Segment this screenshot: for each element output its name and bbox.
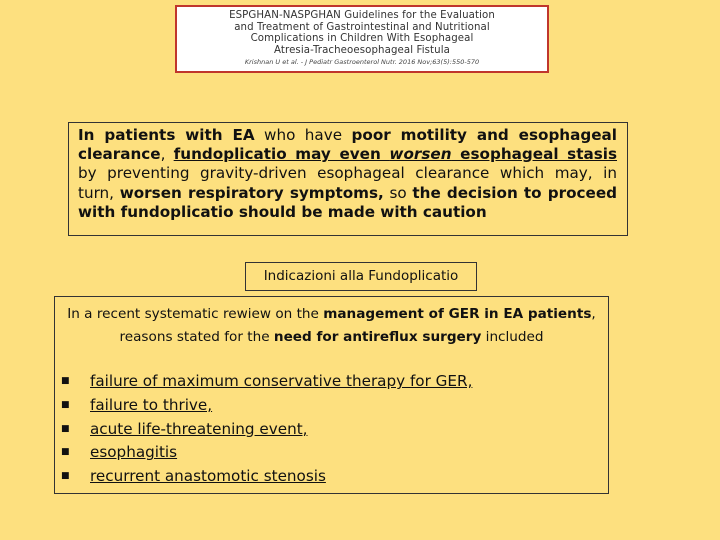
square-bullet-icon: ■ <box>61 471 70 482</box>
guideline-header-card <box>175 5 549 73</box>
review-part: , reasons stated for the <box>119 306 596 345</box>
quote-part: fundoplicatio may even <box>173 145 390 164</box>
guideline-title-line-1: ESPGHAN-NASPGHAN Guidelines for the Evaluation <box>229 10 495 21</box>
reason-label: acute life-threatening event, <box>90 419 308 438</box>
quote-part: , <box>160 145 174 164</box>
review-intro <box>61 303 602 349</box>
guideline-citation: Krishnan U et al. - J Pediatr Gastroenterol Nutr. 2016 Nov;63(5):550-570 <box>244 58 480 66</box>
quote-part: esophageal stasis <box>451 145 618 164</box>
quote-part: by preventing gravity-driven esophageal clearance which may, in turn, <box>78 164 617 202</box>
review-box <box>54 296 609 494</box>
guideline-quote-box <box>68 122 628 236</box>
quote-emphasis: worsen <box>389 145 452 164</box>
list-item <box>59 394 472 418</box>
reason-label: failure of maximum conservative therapy for GER, <box>90 372 473 390</box>
indications-heading: Indicazioni alla Fundoplicatio <box>245 262 477 291</box>
list-item <box>59 441 472 465</box>
quote-part: so <box>383 183 413 202</box>
quote-part: worsen respiratory symptoms, <box>119 183 384 202</box>
reason-label: esophagitis <box>90 443 178 462</box>
guideline-title-line-4: Atresia-Tracheoesophageal Fistula <box>274 44 450 56</box>
review-part: included <box>481 329 544 345</box>
square-bullet-icon: ■ <box>61 447 70 458</box>
review-part: management of GER in EA patients <box>323 306 592 322</box>
guideline-title-line-2: and Treatment of Gastrointestinal and Nutritional <box>234 21 490 33</box>
list-item <box>59 370 472 394</box>
quote-part: In patients with EA <box>78 126 255 144</box>
square-bullet-icon: ■ <box>61 376 70 386</box>
list-item <box>59 418 472 442</box>
quote-part: poor motility and esophageal clearance <box>78 126 617 164</box>
guideline-quote <box>78 126 617 222</box>
square-bullet-icon: ■ <box>61 399 70 410</box>
quote-part: the decision to proceed with fundoplicatio should be made with caution <box>78 183 618 221</box>
list-item <box>59 465 472 489</box>
reason-label: failure to thrive, <box>90 395 213 414</box>
review-part: In a recent systematic rewiew on the <box>67 306 324 322</box>
reason-label: recurrent anastomotic stenosis <box>90 467 326 486</box>
reasons-list <box>59 370 472 489</box>
guideline-title-line-3: Complications in Children With Esophageal <box>250 33 474 44</box>
square-bullet-icon: ■ <box>61 423 70 434</box>
quote-part: who have <box>254 126 352 144</box>
review-part: need for antireflux surgery <box>273 329 482 345</box>
